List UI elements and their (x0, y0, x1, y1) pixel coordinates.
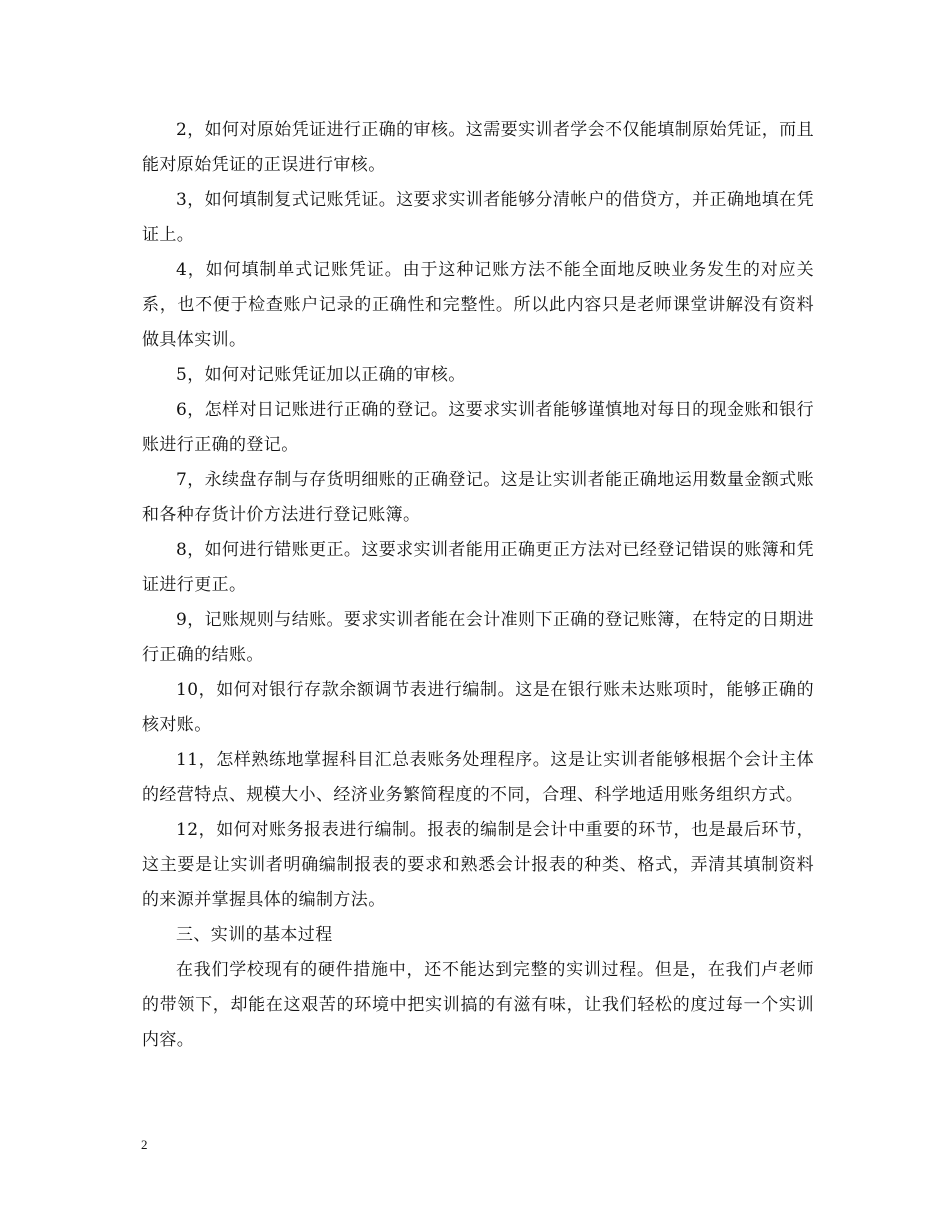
paragraph-item-10: 10，如何对银行存款余额调节表进行编制。这是在银行账未达账项时，能够正确的核对账。 (142, 680, 814, 735)
paragraph-item-9: 9，记账规则与结账。要求实训者能在会计准则下正确的登记账簿，在特定的日期进行正确的结账。 (142, 610, 814, 665)
paragraph-item-8: 8，如何进行错账更正。这要求实训者能用正确更正方法对已经登记错误的账簿和凭证进行更正。 (142, 540, 814, 595)
paragraph-summary: 在我们学校现有的硬件措施中，还不能达到完整的实训过程。但是，在我们卢老师的带领下，却能在这艰苦的环境中把实训搞的有滋有味，让我们轻松的度过每一个实训内容。 (142, 960, 814, 1050)
paragraph-item-12: 12，如何对账务报表进行编制。报表的编制是会计中重要的环节，也是最后环节，这主要是让实训者明确编制报表的要求和熟悉会计报表的种类、格式，弄清其填制资料的来源并掌握具体的编制方法。 (142, 820, 814, 910)
paragraph-item-11: 11，怎样熟练地掌握科目汇总表账务处理程序。这是让实训者能够根据个会计主体的经营特点、规模大小、经济业务繁简程度的不同，合理、科学地适用账务组织方式。 (142, 750, 814, 805)
page-number: 2 (141, 1137, 148, 1152)
section-heading: 三、实训的基本过程 (176, 925, 333, 945)
document-body (142, 113, 814, 1058)
paragraph-item-5: 5，如何对记账凭证加以正确的审核。 (176, 365, 466, 385)
paragraph-item-7: 7，永续盘存制与存货明细账的正确登记。这是让实训者能正确地运用数量金额式账和各种存货计价方法进行登记账簿。 (142, 470, 814, 525)
paragraph-item-6: 6，怎样对日记账进行正确的登记。这要求实训者能够谨慎地对每日的现金账和银行账进行正确的登记。 (142, 400, 814, 455)
paragraph-item-3: 3，如何填制复式记账凭证。这要求实训者能够分清帐户的借贷方，并正确地填在凭证上。 (142, 190, 814, 245)
paragraph-item-2: 2，如何对原始凭证进行正确的审核。这需要实训者学会不仅能填制原始凭证，而且能对原始凭证的正误进行审核。 (142, 120, 814, 175)
paragraph-item-4: 4，如何填制单式记账凭证。由于这种记账方法不能全面地反映业务发生的对应关系，也不便于检查账户记录的正确性和完整性。所以此内容只是老师课堂讲解没有资料做具体实训。 (142, 260, 814, 350)
